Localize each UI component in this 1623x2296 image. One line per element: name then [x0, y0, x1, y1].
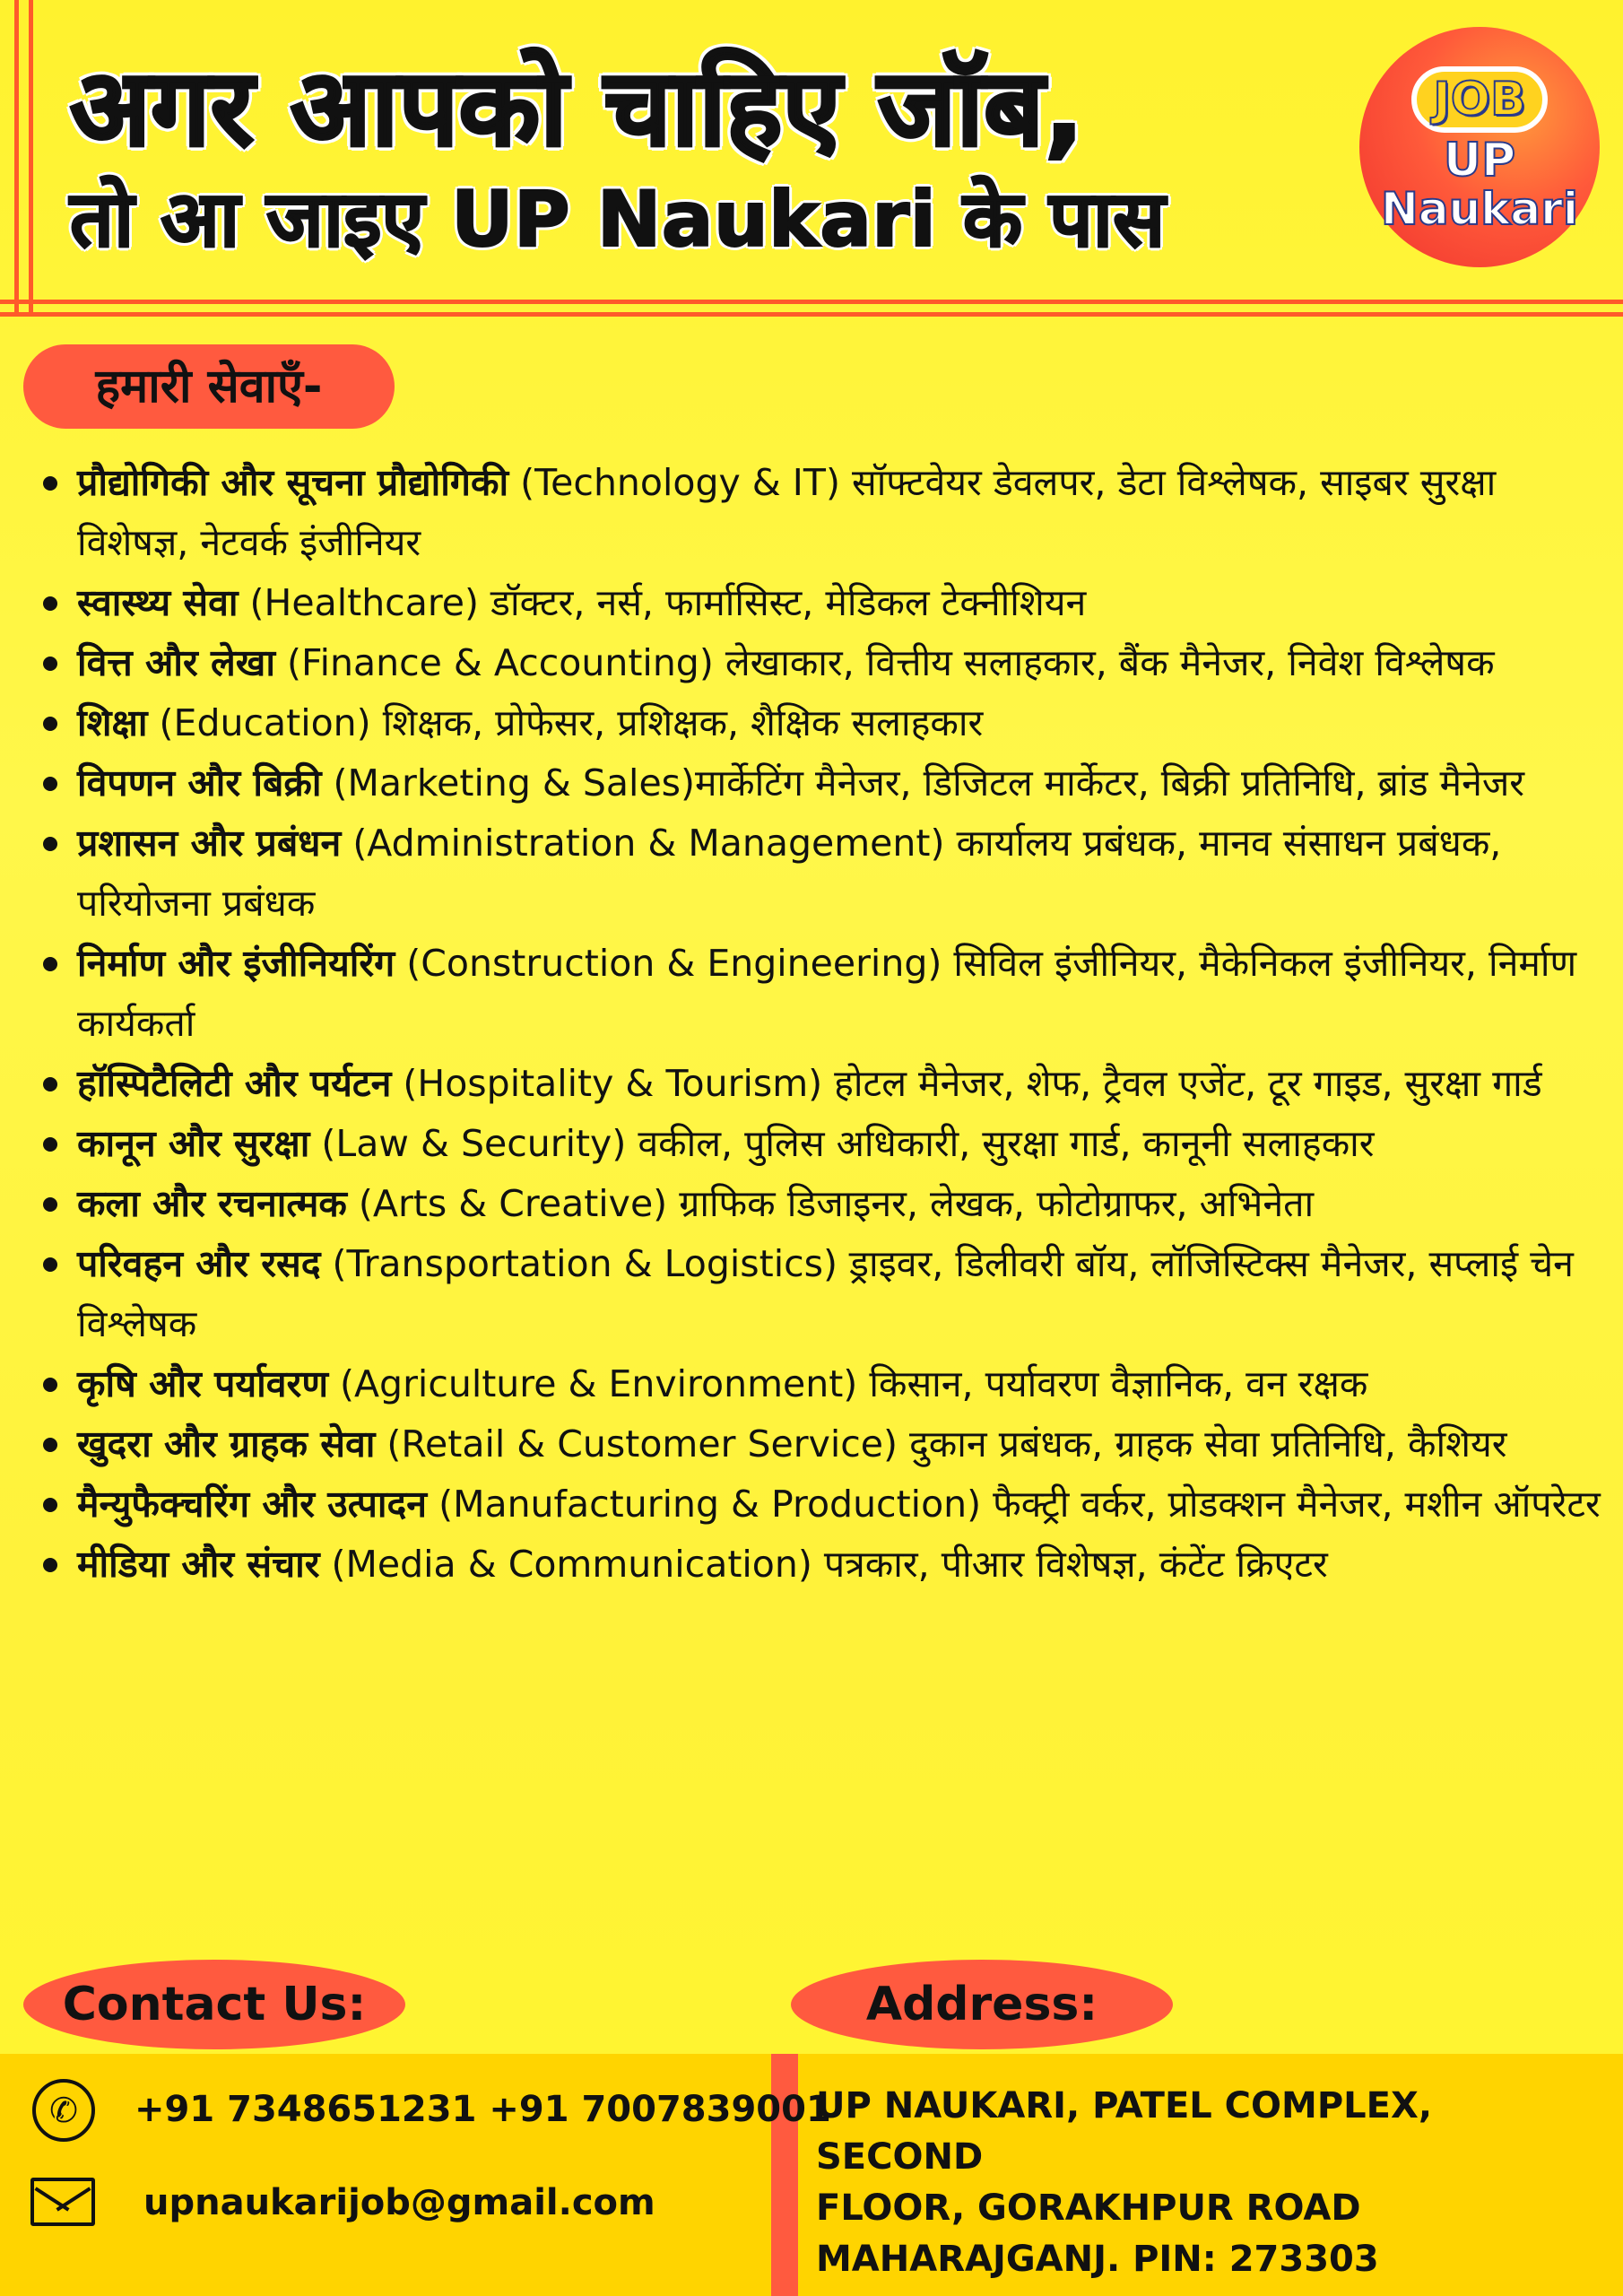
address-line: FLOOR, GORAKHPUR ROAD: [816, 2187, 1361, 2229]
service-desc: (Media & Communication) पत्रकार, पीआर विशेषज्ञ, कंटेंट क्रिएटर: [319, 1543, 1328, 1586]
address-line: MAHARAJGANJ. PIN: 273303: [816, 2239, 1379, 2280]
service-desc: (Education) शिक्षक, प्रोफेसर, प्रशिक्षक, शैक्षिक सलाहकार: [147, 701, 984, 744]
service-desc: (Transportation & Logistics) ड्राइवर, डिलीवरी बॉय, लॉजिस्टिक्स मैनेजर, सप्लाई चेन विश्लेषक: [77, 1242, 1574, 1345]
header-divider-line: [0, 312, 1623, 317]
service-item: [38, 813, 1607, 934]
headline-line1: अगर आपको चाहिए जॉब,: [70, 46, 1085, 170]
services-list: [38, 453, 1607, 1595]
header-vertical-line: [29, 0, 33, 316]
service-title: कानून और सुरक्षा: [77, 1122, 310, 1165]
service-desc: (Healthcare) डॉक्टर, नर्स, फार्मासिस्ट, मेडिकल टेक्नीशियन: [238, 581, 1087, 624]
headline-line2: तो आ जाइए UP Naukari के पास: [70, 175, 1166, 265]
service-title: वित्त और लेखा: [77, 641, 275, 684]
service-title: निर्माण और इंजीनियरिंग: [77, 942, 395, 985]
service-title: कृषि और पर्यावरण: [77, 1362, 328, 1405]
address-heading: Address:: [791, 1960, 1173, 2049]
service-item: [38, 1414, 1607, 1474]
service-desc: (Finance & Accounting) लेखाकार, वित्तीय सलाहकार, बैंक मैनेजर, निवेश विश्लेषक: [274, 641, 1495, 684]
header-divider-line: [0, 300, 1623, 304]
phone-icon: ✆: [32, 2079, 95, 2142]
service-item: [38, 1474, 1607, 1535]
service-desc: (Agriculture & Environment) किसान, पर्यावरण वैज्ञानिक, वन रक्षक: [327, 1362, 1368, 1405]
service-desc: (Hospitality & Tourism) होटल मैनेजर, शेफ, ट्रैवल एजेंट, टूर गाइड, सुरक्षा गार्ड: [391, 1062, 1542, 1105]
service-title: शिक्षा: [77, 701, 148, 744]
service-title: मीडिया और संचार: [77, 1543, 320, 1586]
services-heading: हमारी सेवाएँ-: [23, 344, 395, 429]
service-desc: (Technology & IT) सॉफ्टवेयर डेवलपर, डेटा विश्लेषक, साइबर सुरक्षा विशेषज्ञ, नेटवर्क इंजीनियर: [77, 461, 1497, 564]
address-block: [816, 2081, 1605, 2285]
service-item: [38, 1234, 1607, 1354]
service-title: कला और रचनात्मक: [77, 1182, 347, 1225]
service-title: प्रशासन और प्रबंधन: [77, 822, 342, 865]
logo-up-text: UP: [1443, 134, 1516, 187]
service-title: खुदरा और ग्राहक सेवा: [77, 1422, 376, 1465]
service-title: स्वास्थ्य सेवा: [77, 581, 239, 624]
service-item: [38, 934, 1607, 1054]
service-item: [38, 1054, 1607, 1114]
service-desc: (Law & Security) वकील, पुलिस अधिकारी, सुरक्षा गार्ड, कानूनी सलाहकार: [309, 1122, 1375, 1165]
service-item: [38, 453, 1607, 573]
service-title: हॉस्पिटैलिटी और पर्यटन: [77, 1062, 392, 1105]
email-address[interactable]: upnaukarijob@gmail.com: [143, 2182, 655, 2223]
service-desc: (Retail & Customer Service) दुकान प्रबंधक, ग्राहक सेवा प्रतिनिधि, कैशियर: [375, 1422, 1507, 1465]
phone-numbers[interactable]: +91 7348651231 +91 7007839001: [135, 2089, 831, 2130]
service-item: [38, 633, 1607, 693]
service-item: [38, 693, 1607, 753]
contact-heading: Contact Us:: [23, 1960, 405, 2049]
mail-icon: [30, 2178, 95, 2226]
service-desc: (Manufacturing & Production) फैक्ट्री वर्कर, प्रोडक्शन मैनेजर, मशीन ऑपरेटर: [427, 1483, 1601, 1526]
service-item: [38, 1114, 1607, 1174]
address-line: UP NAUKARI, PATEL COMPLEX, SECOND: [816, 2085, 1433, 2178]
service-desc: (Construction & Engineering) सिविल इंजीनियर, मैकेनिकल इंजीनियर, निर्माण कार्यकर्ता: [77, 942, 1577, 1045]
service-item: [38, 573, 1607, 633]
service-item: [38, 1354, 1607, 1414]
header-vertical-line: [14, 0, 19, 316]
service-desc: (Marketing & Sales)मार्केटिंग मैनेजर, डिजिटल मार्केटर, बिक्री प्रतिनिधि, ब्रांड मैनेजर: [321, 761, 1525, 804]
service-item: [38, 1174, 1607, 1234]
logo-naukari-text: Naukari: [1381, 183, 1578, 235]
service-title: परिवहन और रसद: [77, 1242, 321, 1285]
logo-job-text: JOB: [1411, 66, 1548, 133]
service-desc: (Arts & Creative) ग्राफिक डिजाइनर, लेखक, फोटोग्राफर, अभिनेता: [346, 1182, 1315, 1225]
service-item: [38, 1535, 1607, 1595]
service-title: विपणन और बिक्री: [77, 761, 322, 804]
service-title: मैन्युफैक्चरिंग और उत्पादन: [77, 1483, 428, 1526]
service-item: [38, 753, 1607, 813]
service-desc: (Administration & Management) कार्यालय प्रबंधक, मानव संसाधन प्रबंधक, परियोजना प्रबंधक: [77, 822, 1502, 925]
up-naukari-logo: [1359, 27, 1600, 267]
service-title: प्रौद्योगिकी और सूचना प्रौद्योगिकी: [77, 461, 509, 504]
